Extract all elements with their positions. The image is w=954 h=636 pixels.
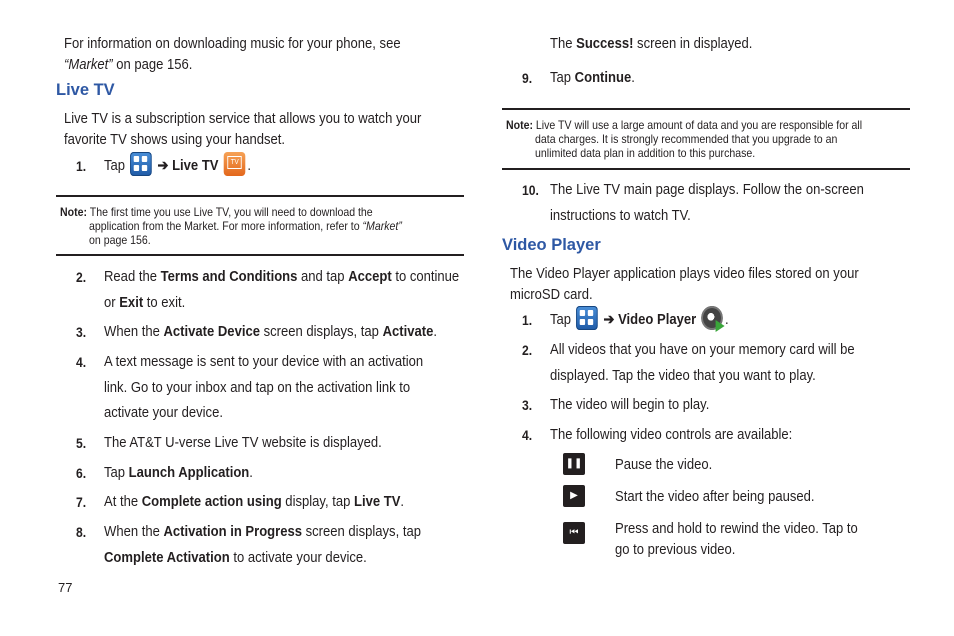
note-bottom-divider-right	[502, 168, 910, 170]
page-number: 77	[58, 580, 73, 595]
pause-description: Pause the video.	[615, 457, 713, 473]
video-player-app-icon	[702, 306, 724, 330]
apps-grid-icon	[130, 152, 152, 176]
video-player-heading: Video Player	[502, 236, 601, 254]
live-tv-app-icon	[224, 152, 246, 176]
rewind-description: Press and hold to rewind the video. Tap to go to previous video.	[615, 521, 858, 558]
live-tv-download-note: Note: The first time you use Live TV, you will need to download the application from the Market. For more information, refer to “Market” on page 156.	[60, 205, 402, 247]
note-top-divider-right	[502, 108, 910, 110]
play-description: Start the video after being paused.	[615, 489, 815, 505]
video-player-description: The Video Player application plays video files stored on your microSD card.	[510, 266, 859, 303]
manual-page: For information on downloading music for your phone, see “Market” on page 156. Live TV Live TV is a subscription service that allows you to watch your favorite TV shows using your handset. 1. Tap ➔ Live TV TV . Note: The first time you use Live TV, you will need to download the application from the Market. For more information, refer to “Market” on page 156. 2. Read the Terms and Conditions and tap Accept to continue or Exit to exit. 3. When the Activate Device screen displays, tap Activate. 4. A text message is sent to your device with an activation link. Go to your inbox and tap on the activation link to activate your device. 5. The AT&T U-verse Live TV website is displayed. 6. Tap Launch Application. 7. At the Complete action using display, tap Live TV. 8. When the Activation in Progress screen displays, tap Complete Activation to activate your device. 77 The Success! screen in displayed. 9. Tap Continue. Note: Live TV will use a large amount of data and you are responsible for all data charges. It is strongly recommended that you upgrade to an unlimited data plan in addition to this purchase. 10. The Live TV main page displays. Follow the on-screen instructions to watch TV. Video Player The Video Player application plays video files stored on your microSD card. 1. Tap ➔ Video Player . 2. All videos that you have on your memory card will be displayed. Tap the video that you want to play. 3. The video will begin to play. 4. The following video controls are available: ❚❚ Pause the video. ▶ Start the video after being paused. ⏮ Press and hold to rewind the video. Tap to go to previous video.	[0, 0, 954, 636]
apps-grid-icon	[576, 306, 598, 330]
note-bottom-divider	[56, 254, 464, 256]
pause-icon: ❚❚	[563, 453, 585, 475]
arrow-icon: ➔	[603, 312, 615, 328]
success-line: The Success! screen in displayed.	[550, 36, 753, 52]
market-reference: “Market”	[64, 57, 113, 73]
play-icon: ▶	[563, 485, 585, 507]
arrow-icon: ➔	[157, 158, 169, 174]
live-tv-heading: Live TV	[56, 81, 115, 99]
live-tv-description: Live TV is a subscription service that allows you to watch your favorite TV shows using your handset.	[64, 111, 422, 148]
rewind-icon: ⏮	[563, 522, 585, 544]
note-top-divider	[56, 195, 464, 197]
data-charges-note: Note: Live TV will use a large amount of data and you are responsible for all data charges. It is strongly recommended that you upgrade to an unlimited data plan in addition to this purchase.	[506, 118, 863, 160]
intro-paragraph: For information on downloading music for your phone, see “Market” on page 156.	[64, 36, 401, 73]
